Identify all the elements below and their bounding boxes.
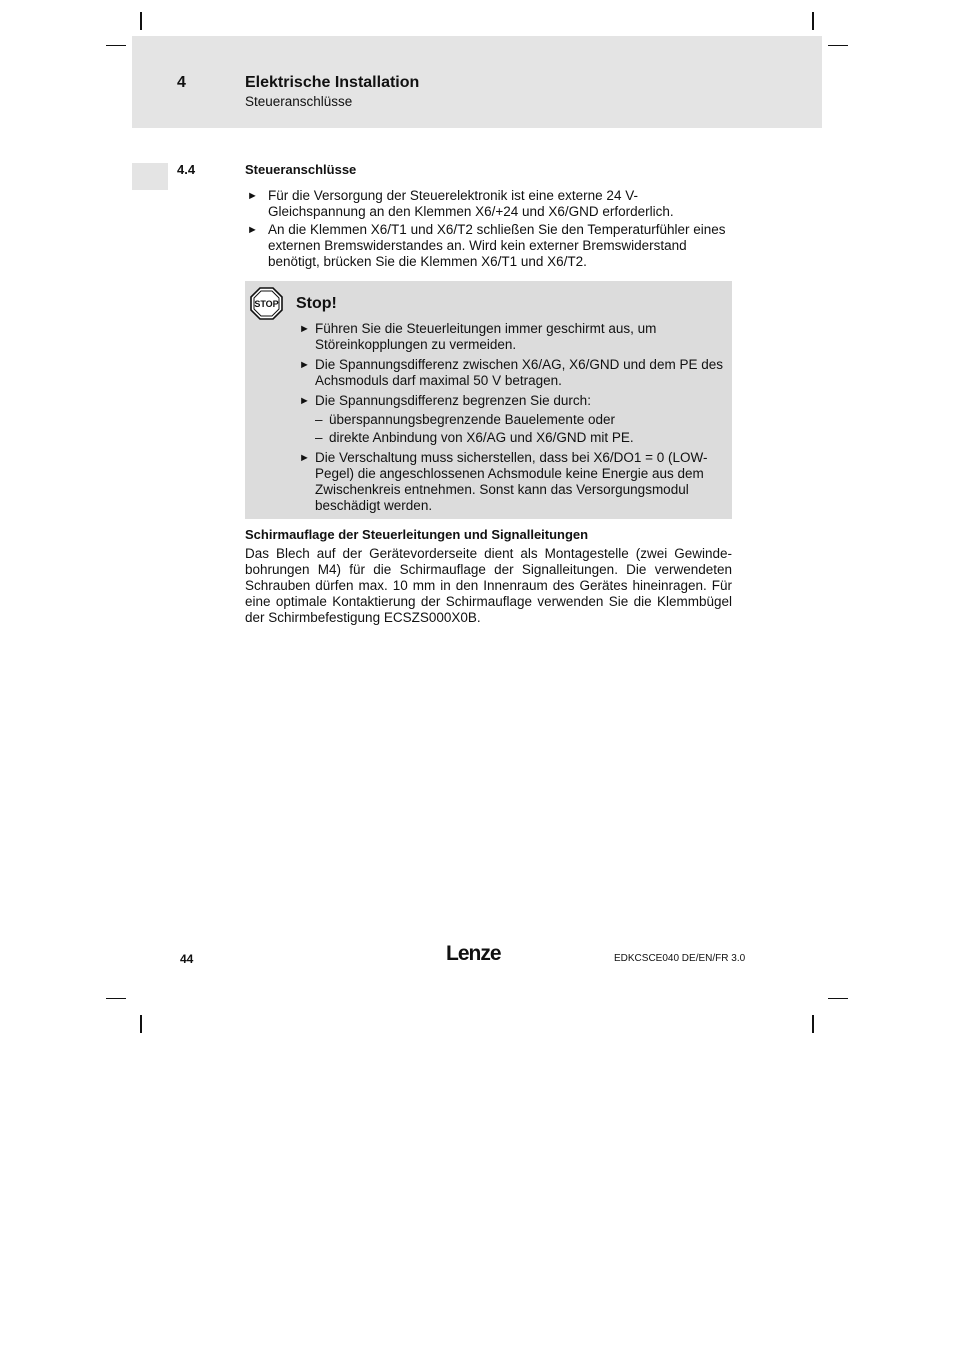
bullet-arrow-icon: ►: [299, 359, 310, 371]
lenze-logo: Lenze: [446, 942, 501, 965]
crop-mark-bottom-left-horizontal: [106, 998, 126, 999]
crop-mark-bottom-right-vertical: [812, 1015, 814, 1033]
dash-icon: –: [315, 430, 323, 445]
stop-sign-label: STOP: [254, 299, 279, 309]
dash-item-text: direkte Anbindung von X6/AG und X6/GND mit PE.: [329, 430, 634, 445]
list-item: [315, 430, 728, 446]
stop-notice-list: [298, 321, 728, 518]
bullet-text: An die Klemmen X6/T1 und X6/T2 schließen Sie den Temperaturfühler eines externen Bremswiderstandes an. Wird kein externer Bremswiderstand benötigt, brücken Sie die Klemmen X6/T1 und X6/T2.: [268, 222, 726, 269]
list-item: [245, 188, 735, 220]
list-item: [298, 393, 728, 446]
bullet-arrow-icon: ►: [247, 190, 258, 202]
bullet-arrow-icon: ►: [299, 395, 310, 407]
shielding-heading: Schirmauflage der Steuerleitungen und Signalleitungen: [245, 527, 589, 542]
list-item: [298, 357, 728, 389]
stop-item-text: Die Verschaltung muss sicherstellen, dass bei X6/DO1 = 0 (LOW-Pegel) die angeschlossenen Achsmodule keine Energie aus dem Zwischenkreis entnehmen. Sonst kann das Versorgungsmodul beschädigt werden.: [315, 450, 708, 513]
chapter-header-band: [132, 36, 822, 128]
section-title: Steueranschlüsse: [245, 162, 357, 177]
bullet-text: Für die Versorgung der Steuerelektronik ist eine externe 24 V-Gleichspannung an den Klemmen X6/+24 und X6/GND erforderlich.: [268, 188, 674, 219]
bullet-arrow-icon: ►: [247, 224, 258, 236]
stop-sign-icon: [250, 287, 283, 320]
crop-mark-top-left-vertical: [140, 12, 142, 30]
stop-item-text: Die Spannungsdifferenz begrenzen Sie durch:: [315, 393, 591, 408]
list-item: [298, 321, 728, 353]
crop-mark-top-right-horizontal: [828, 45, 848, 46]
document-id: EDKCSCE040 DE/EN/FR 3.0: [614, 953, 746, 964]
chapter-subtitle: Steueranschlüsse: [245, 94, 353, 109]
section-number: 4.4: [177, 162, 196, 177]
chapter-number: 4: [177, 74, 186, 91]
stop-notice-title: Stop!: [296, 295, 337, 312]
dash-item-text: überspannungsbegrenzende Bauelemente oder: [329, 412, 615, 427]
section-side-tab: [132, 163, 168, 190]
crop-mark-top-right-vertical: [812, 12, 814, 30]
chapter-title: Elektrische Installation: [245, 74, 420, 91]
bullet-list: [245, 188, 735, 272]
list-item: [298, 450, 728, 514]
shielding-paragraph: Das Blech auf der Gerätevorderseite dient als Montagestelle (zwei Gewindebohrungen M4) für die Schirmauflage der Signalleitungen. Die verwendeten Schrauben dürfen max. 10 mm in den Innenraum des Gerätes hineinragen. Für eine optimale Kontaktierung der Schirmauflage verwenden Sie die Klemmbügel der Schirmbefestigung ECSZS000X0B.: [245, 546, 732, 625]
page-number: 44: [180, 952, 194, 966]
stop-item-text: Führen Sie die Steuerleitungen immer geschirmt aus, um Störeinkopplungen zu vermeiden.: [315, 321, 657, 352]
dash-icon: –: [315, 412, 323, 427]
list-item: [245, 222, 735, 270]
dash-list: [315, 412, 728, 446]
stop-item-text: Die Spannungsdifferenz zwischen X6/AG, X6/GND und dem PE des Achsmoduls darf maximal 50 V betragen.: [315, 357, 723, 388]
list-item: [315, 412, 728, 428]
crop-mark-top-left-horizontal: [106, 45, 126, 46]
crop-mark-bottom-right-horizontal: [828, 998, 848, 999]
bullet-arrow-icon: ►: [299, 323, 310, 335]
bullet-arrow-icon: ►: [299, 452, 310, 464]
crop-mark-bottom-left-vertical: [140, 1015, 142, 1033]
